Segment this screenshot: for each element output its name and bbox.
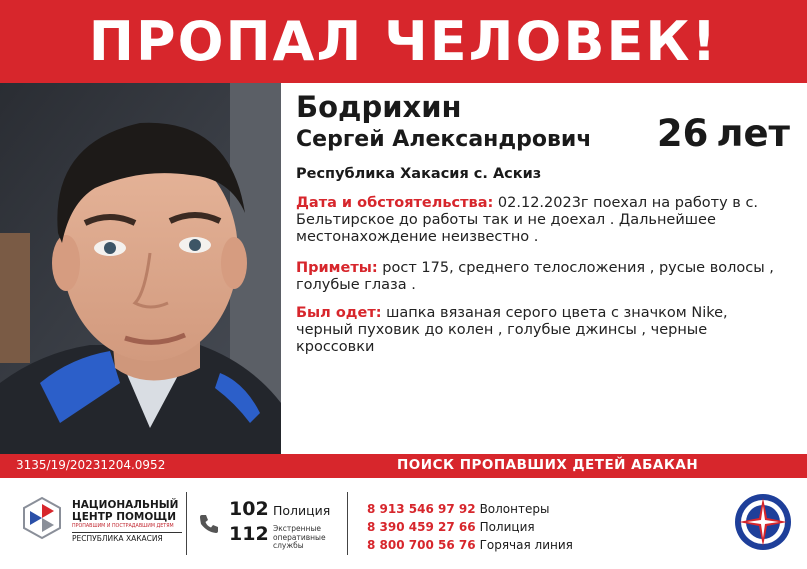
circumstances-label: Дата и обстоятельства: [296,195,494,211]
person-location: Республика Хакасия с. Аскиз [296,166,542,182]
contact-label: Горячая линия [479,538,573,552]
footer [0,478,807,569]
case-code: 3135/19/20231204.0952 [16,458,166,472]
poster-title: ПРОПАЛ ЧЕЛОВЕК! [88,10,719,73]
contact-police [367,518,573,536]
circumstances-text: 02.12.2023г поехал на работу в с. Бельтирское до работы так и не доехал . Дальнейшее местонахождение неизвестно . [296,195,759,245]
signs-text: рост 175, среднего телосложения , русые волосы , голубые глаза . [296,260,774,293]
org-logo-icon [20,496,64,540]
contact-number[interactable]: 8 800 700 56 76 [367,538,476,552]
emergency-number-112[interactable]: 112 [229,523,269,545]
contact-volunteers [367,500,573,518]
person-name: Сергей Александрович [296,127,592,152]
person-portrait-illustration [0,83,281,454]
emergency-label-112: Экстренные оперативные службы [273,524,326,550]
phone-icon [197,512,221,536]
search-team-emblem-icon [733,492,793,552]
person-age [657,112,790,155]
person-surname: Бодрихин [296,90,462,124]
org-name-line3: ПРОПАВШИМ И ПОСТРАДАВШИМ ДЕТЯМ [72,524,174,529]
missing-person-photo [0,83,281,454]
contact-label: Волонтеры [479,502,550,516]
emergency-number-102[interactable]: 102 [229,498,269,520]
footer-divider [186,492,187,555]
org-name-line2: ЦЕНТР ПОМОЩИ [72,511,177,523]
contact-list [367,500,573,554]
org-name-line1: НАЦИОНАЛЬНЫЙ [72,499,179,511]
clothes-text: шапка вязаная серого цвета с значком Nike, черный пуховик до колен , голубые джинсы , черные кроссовки [296,305,728,355]
emergency-label-102: Полиция [273,503,331,518]
signs-label: Приметы: [296,260,378,276]
poster-title-banner [0,0,807,83]
org-name [72,499,182,544]
signs-block [296,260,776,294]
clothes-label: Был одет: [296,305,382,321]
contact-number[interactable]: 8 913 546 97 92 [367,502,476,516]
circumstances-block [296,195,776,246]
search-group-label: ПОИСК ПРОПАВШИХ ДЕТЕЙ АБАКАН [397,457,699,473]
org-region: РЕСПУБЛИКА ХАКАСИЯ [72,532,182,544]
info-bar [0,454,807,478]
contact-label: Полиция [479,520,535,534]
age-unit: лет [716,112,790,155]
contact-number[interactable]: 8 390 459 27 66 [367,520,476,534]
age-number: 26 [656,112,709,155]
contact-hotline [367,536,573,554]
clothes-block [296,305,776,356]
footer-divider [347,492,348,555]
